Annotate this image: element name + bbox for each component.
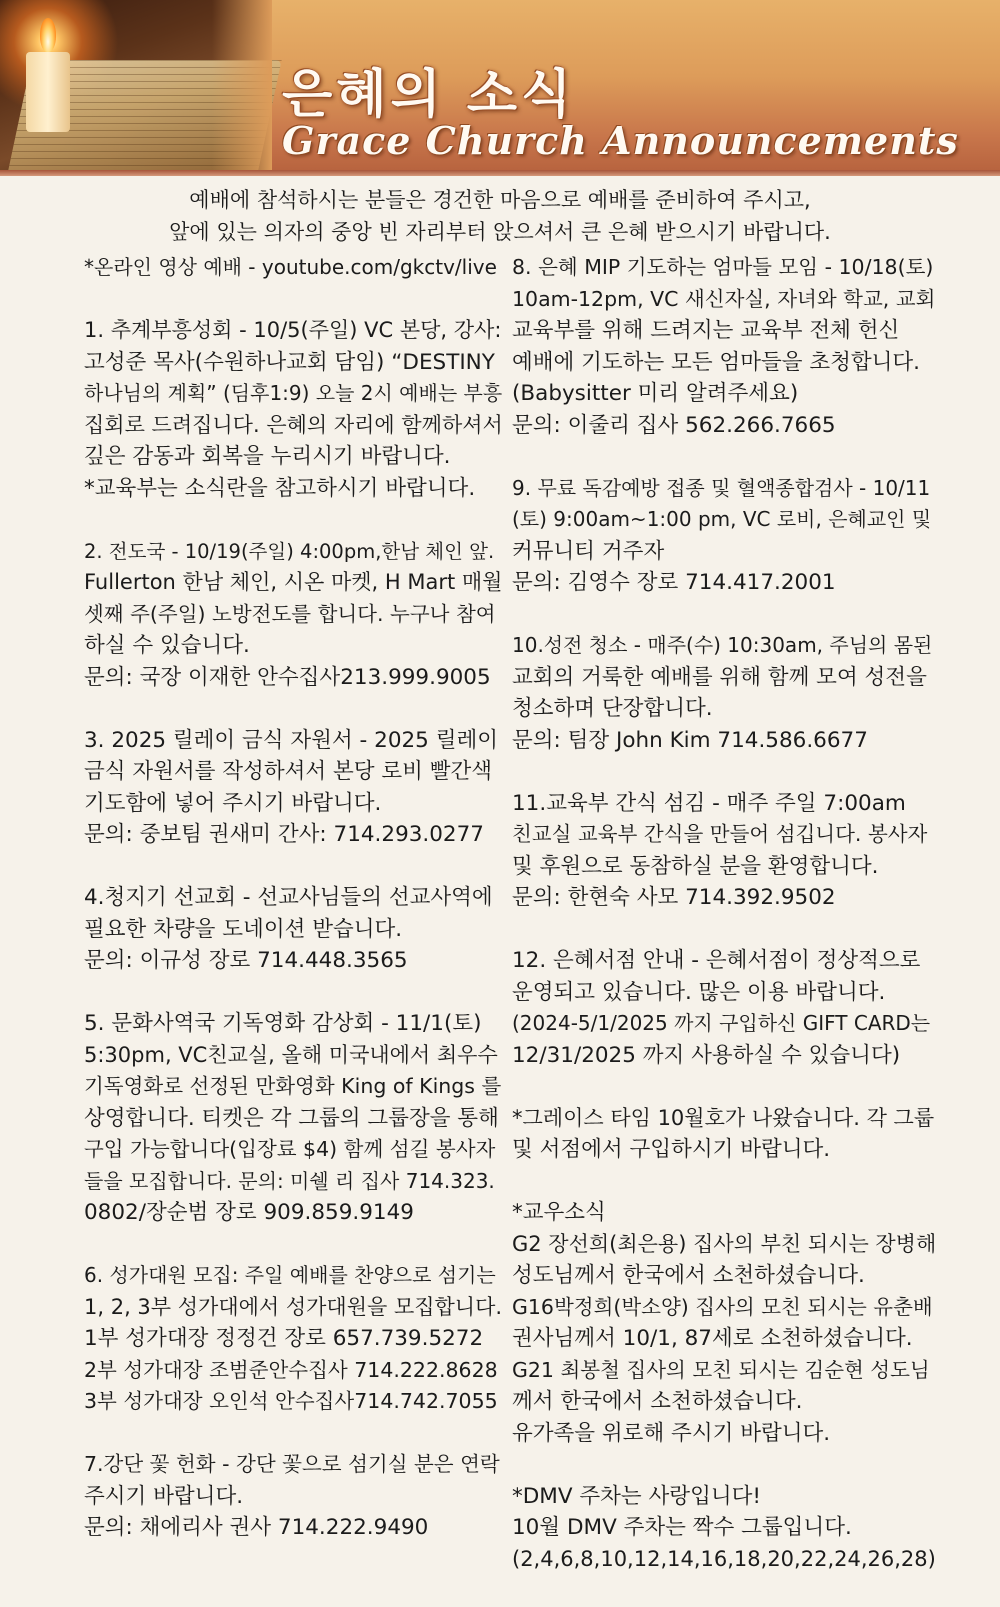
left-column <box>84 252 504 1575</box>
announcement-line: 및 후원으로 동참하실 분을 환영합니다. <box>512 853 879 879</box>
announcement-item <box>84 252 504 284</box>
announcement-line: 3. 2025 릴레이 금식 자원서 - 2025 릴레이 <box>84 727 499 753</box>
announcement-line: 셋째 주(주일) 노방전도를 합니다. 누구나 참여 <box>84 601 496 626</box>
announcement-line: 예배에 기도하는 모든 엄마들을 초청합니다. <box>512 349 921 375</box>
announcement-line: G16박정희(박소양) 집사의 모친 되시는 유춘배 <box>512 1294 933 1319</box>
announcement-line: G2 장선희(최은용) 집사의 부친 되시는 장병해 <box>512 1231 937 1256</box>
right-column <box>512 252 936 1607</box>
header-divider <box>0 170 1000 176</box>
announcement-line: 기독영화로 선정된 만화영화 King of Kings 를 <box>84 1074 502 1098</box>
announcement-line: 필요한 차량을 도네이션 받습니다. <box>84 916 403 942</box>
announcement-line: Fullerton 한남 체인, 시온 마켓, H Mart 매월 <box>84 570 503 594</box>
announcement-item <box>512 630 936 756</box>
announcement-line: 11.교육부 간식 섬김 - 매주 주일 7:00am <box>512 790 906 816</box>
candle-bible-image <box>0 0 272 170</box>
announcement-line: 1부 성가대장 정정건 장로 657.739.5272 <box>84 1326 484 1351</box>
announcement-line: 4.청지기 선교회 - 선교사님들의 선교사역에 <box>84 885 493 910</box>
announcement-line: 0802/장순범 장로 909.859.9149 <box>84 1200 414 1225</box>
announcement-line: 9. 무료 독감예방 접종 및 혈액종합검사 - 10/11 <box>512 475 931 500</box>
announcement-line: 1, 2, 3부 성가대에서 성가대원을 모집합니다. <box>84 1294 503 1319</box>
announcement-line: (2024-5/1/2025 까지 구입하신 GIFT CARD는 <box>512 1011 931 1035</box>
announcement-line: 문의: 한현숙 사모 714.392.9502 <box>512 885 836 910</box>
announcement-line: 문의: 팀장 John Kim 714.586.6677 <box>512 727 868 753</box>
announcement-line: 금식 자원서를 작성하셔서 본당 로비 빨간색 <box>84 759 493 784</box>
announcement-line: 1. 추계부흥성회 - 10/5(주일) VC 본당, 강사: <box>84 318 502 342</box>
announcement-line: 및 서점에서 구입하시기 바랍니다. <box>512 1137 831 1162</box>
announcement-item <box>512 945 936 1071</box>
announcement-item <box>84 1449 504 1544</box>
announcement-line: 하나님의 계획” (딤후1:9) 오늘 2시 예배는 부흥 <box>84 381 503 405</box>
announcement-line: 10am-12pm, VC 새신자실, 자녀와 학교, 교회 <box>512 286 936 311</box>
announcement-line: 께서 한국에서 소천하셨습니다. <box>512 1389 803 1414</box>
page-title: 은혜의 소식 <box>282 65 576 125</box>
announcement-line: 문의: 중보팀 권새미 간사: 714.293.0277 <box>84 822 484 847</box>
announcement-line: 5. 문화사역국 기독영화 감상회 - 11/1(토) <box>84 1011 482 1036</box>
header-banner <box>0 0 1000 170</box>
announcement-line: 문의: 이줄리 집사 562.266.7665 <box>512 412 836 438</box>
announcement-line: (Babysitter 미리 알려주세요) <box>512 381 799 406</box>
announcement-line: 청소하며 단장합니다. <box>512 696 713 721</box>
announcement-item <box>512 1481 936 1576</box>
announcement-item <box>84 315 504 504</box>
announcement-line: 교육부를 위해 드려지는 교육부 전체 헌신 <box>512 318 900 343</box>
announcement-line: 3부 성가대장 오인석 안수집사714.742.7055 <box>84 1389 498 1413</box>
announcement-line: 주시기 바랍니다. <box>84 1483 244 1509</box>
announcement-line: 문의: 채에리사 권사 714.222.9490 <box>84 1515 429 1540</box>
announcement-line: 문의: 이규성 장로 714.448.3565 <box>84 948 408 973</box>
announcement-line: *교우소식 <box>512 1200 606 1225</box>
announcement-item <box>512 1197 936 1449</box>
announcement-item <box>512 473 936 599</box>
announcement-item <box>84 1008 504 1229</box>
announcement-line: 구입 가능합니다(입장료 $4) 함께 섬길 봉사자 <box>84 1137 496 1161</box>
announcement-line: 6. 성가대원 모집: 주일 예배를 찬양으로 섬기는 <box>84 1263 496 1287</box>
announcement-item <box>84 536 504 694</box>
announcement-line: 깊은 감동과 회복을 누리시기 바랍니다. <box>84 444 451 469</box>
announcement-line: 기도함에 넣어 주시기 바랍니다. <box>84 790 382 816</box>
announcement-item <box>512 252 936 441</box>
announcement-line: 10.성전 청소 - 매주(수) 10:30am, 주님의 몸된 <box>512 633 933 657</box>
announcement-line: 2. 전도국 - 10/19(주일) 4:00pm,한남 체인 앞. <box>84 539 495 563</box>
intro-text <box>0 184 1000 248</box>
announcement-line: 5:30pm, VC친교실, 올해 미국내에서 최우수 <box>84 1042 498 1067</box>
announcement-line: 2부 성가대장 조범준안수집사 714.222.8628 <box>84 1357 498 1382</box>
announcement-line: 12. 은혜서점 안내 - 은혜서점이 정상적으로 <box>512 948 921 973</box>
intro-line: 앞에 있는 의자의 중앙 빈 자리부터 앉으셔서 큰 은혜 받으시기 바랍니다. <box>169 220 831 244</box>
announcement-line: *그레이스 타임 10월호가 나왔습니다. 각 그룹 <box>512 1105 935 1130</box>
announcement-line: *교육부는 소식란을 참고하시기 바랍니다. <box>84 475 476 501</box>
announcement-line: 10월 DMV 주차는 짝수 그룹입니다. <box>512 1515 852 1540</box>
announcement-item <box>84 725 504 851</box>
announcement-line: *온라인 영상 예배 - youtube.com/gkctv/live <box>84 255 497 279</box>
announcement-line: 집회로 드려집니다. 은혜의 자리에 함께하셔서 <box>84 412 503 437</box>
announcement-line: 커뮤니티 거주자 <box>512 538 665 564</box>
announcement-line: 들을 모집합니다. 문의: 미쉘 리 집사 714.323. <box>84 1168 495 1193</box>
announcement-line: 운영되고 있습니다. 많은 이용 바랍니다. <box>512 979 886 1005</box>
announcement-line: 문의: 김영수 장로 714.417.2001 <box>512 570 836 595</box>
announcement-line: 상영합니다. 티켓은 각 그룹의 그룹장을 통해 <box>84 1105 499 1131</box>
announcement-line: (2,4,6,8,10,12,14,16,18,20,22,24,26,28) <box>512 1546 936 1571</box>
announcement-line: 성도님께서 한국에서 소천하셨습니다. <box>512 1263 865 1288</box>
announcement-line: 8. 은혜 MIP 기도하는 엄마들 모임 - 10/18(토) <box>512 255 934 279</box>
announcement-line: (토) 9:00am~1:00 pm, VC 로비, 은혜교인 및 <box>512 507 932 531</box>
announcement-line: 권사님께서 10/1, 87세로 소천하셨습니다. <box>512 1326 913 1351</box>
announcement-item <box>84 882 504 977</box>
announcement-line: 교회의 거룩한 예배를 위해 함께 모여 성전을 <box>512 664 927 690</box>
page-subtitle: Grace Church Announcements <box>282 118 959 163</box>
announcement-line: 하실 수 있습니다. <box>84 633 250 658</box>
candle-shape <box>26 52 70 132</box>
announcement-line: *DMV 주차는 사랑입니다! <box>512 1483 762 1509</box>
intro-line: 예배에 참석하시는 분들은 경건한 마음으로 예배를 준비하여 주시고, <box>189 188 811 212</box>
announcement-item <box>84 1260 504 1418</box>
announcement-item <box>512 1103 936 1166</box>
announcement-line: 친교실 교육부 간식을 만들어 섬깁니다. 봉사자 <box>512 822 928 846</box>
announcement-line: 고성준 목사(수원하나교회 담임) “DESTINY <box>84 349 495 375</box>
flame-icon <box>40 18 56 52</box>
announcement-line: 유가족을 위로해 주시기 바랍니다. <box>512 1420 831 1446</box>
announcement-line: 12/31/2025 까지 사용하실 수 있습니다) <box>512 1042 901 1068</box>
announcement-line: G21 최봉철 집사의 모친 되시는 김순현 성도님 <box>512 1357 930 1382</box>
announcement-line: 문의: 국장 이재한 안수집사213.999.9005 <box>84 664 491 690</box>
announcement-item <box>512 788 936 914</box>
announcement-line: 7.강단 꽃 헌화 - 강단 꽃으로 섬기실 분은 연락 <box>84 1452 500 1476</box>
